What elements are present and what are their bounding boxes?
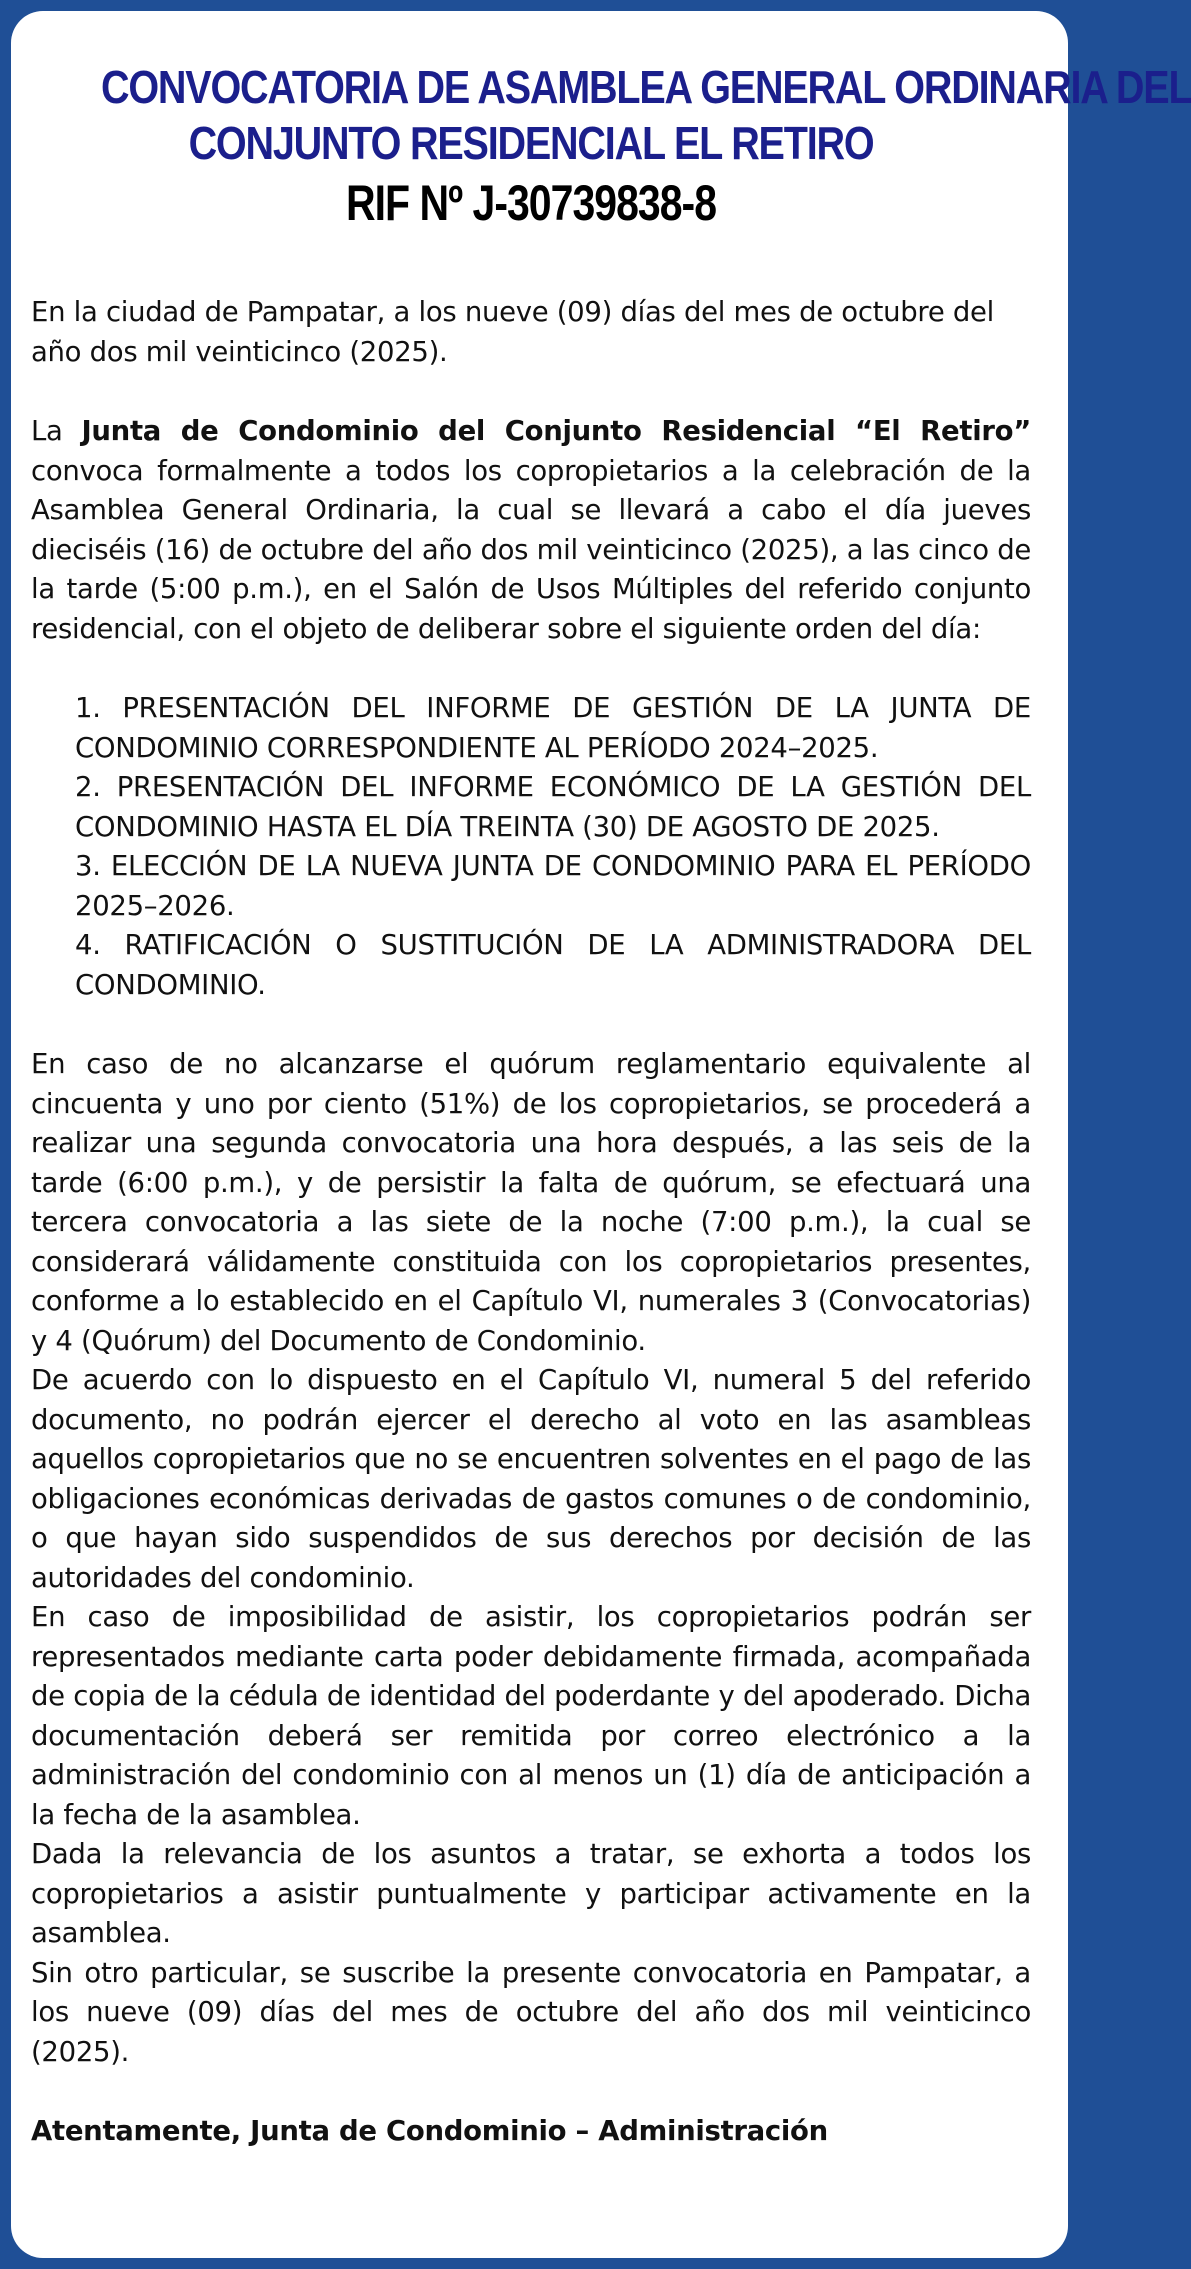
closing-paragraph: Sin otro particular, se suscribe la presente convocatoria en Pampatar, a los nueve (09) días del mes de octubre del año dos mil veinticinco (2025). <box>31 1956 1031 2068</box>
notice-card <box>11 11 1191 2258</box>
quorum-paragraph: En caso de no alcanzarse el quórum reglamentario equivalente al cincuenta y uno por ciento (51%) de los copropietarios, se procederá a realizar una segunda convocatoria una hora después, a las seis de la tarde (6:00 p.m.), y de persistir la falta de quórum, se efectuará una tercera convocatoria a las siete de la noche (7:00 p.m.), la cual se considerará válidamente constituida con los copropietarios presentes, conforme a lo establecido en el Capítulo VI, numerales 3 (Convocatorias) y 4 (Quórum) del Documento de Condominio. <box>31 1048 1031 1357</box>
convocation-rest: convoca formalmente a todos los copropietarios a la celebración de la Asamblea General Ordinaria, la cual se llevará a cabo el día jueves dieciséis (16) de octubre del año dos mil veinticinco (2025), a las cinco de la tarde (5:00 p.m.), en el Salón de Usos Múltiples del referido conjunto residencial, con el objeto de deliberar sobre el siguiente orden del día: <box>31 454 1031 645</box>
exhortation-paragraph: Dada la relevancia de los asuntos a tratar, se exhorta a todos los copropietarios a asistir puntualmente y participar activamente en la asamblea. <box>31 1838 1031 1949</box>
signature: Atentamente, Junta de Condominio – Administración <box>31 2115 828 2147</box>
agenda-list <box>31 689 1031 1005</box>
convocation-board-name: Junta de Condominio del Conjunto Residencial “El Retiro” <box>81 415 1031 447</box>
notice-title <box>101 59 1191 171</box>
title-line-2: CONJUNTO RESIDENCIAL EL RETIRO <box>188 117 874 169</box>
convocation-paragraph <box>31 412 1031 649</box>
title-line-1: CONVOCATORIA DE ASAMBLEA GENERAL ORDINARIA DEL <box>101 61 1191 113</box>
agenda-item-3: 3. ELECCIÓN DE LA NUEVA JUNTA DE CONDOMINIO PARA EL PERÍODO 2025–2026. <box>75 850 1031 922</box>
proxy-paragraph: En caso de imposibilidad de asistir, los copropietarios podrán ser representados mediante carta poder debidamente firmada, acompañada de copia de la cédula de identidad del poderdante y del apoderado. Dicha documentación deberá ser remitida por correo electrónico a la administración del condominio con al menos un (1) día de anticipación a la fecha de la asamblea. <box>31 1601 1031 1831</box>
convocation-lead: La <box>31 415 82 447</box>
agenda-item-4: 4. RATIFICACIÓN O SUSTITUCIÓN DE LA ADMINISTRADORA DEL CONDOMINIO. <box>75 929 1031 1001</box>
agenda-item-1: 1. PRESENTACIÓN DEL INFORME DE GESTIÓN DE LA JUNTA DE CONDOMINIO CORRESPONDIENTE AL PERÍODO 2024–2025. <box>75 692 1031 764</box>
rif-number: RIF Nº J-30739838-8 <box>345 175 717 231</box>
agenda-item-2: 2. PRESENTACIÓN DEL INFORME ECONÓMICO DE LA GESTIÓN DEL CONDOMINIO HASTA EL DÍA TREINTA (30) DE AGOSTO DE 2025. <box>75 771 1031 843</box>
voting-rights-paragraph: De acuerdo con lo dispuesto en el Capítulo VI, numeral 5 del referido documento, no podrán ejercer el derecho al voto en las asambleas aquellos copropietarios que no se encuentren solventes en el pago de las obligaciones económicas derivadas de gastos comunes o de condominio, o que hayan sido suspendidos de sus derechos por decisión de las autoridades del condominio. <box>31 1364 1031 1594</box>
intro-paragraph: En la ciudad de Pampatar, a los nueve (09) días del mes de octubre del año dos mil veinticinco (2025). <box>31 296 994 368</box>
body-paragraphs <box>31 1045 1031 2072</box>
